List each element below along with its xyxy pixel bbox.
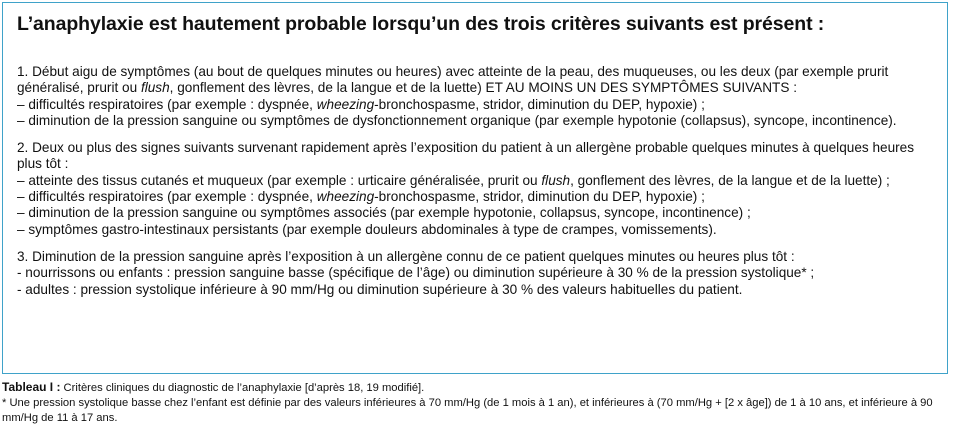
caption-line: [2, 380, 950, 396]
criterion-2-respiratory: – difficultés respiratoires (par exemple : dyspnée, wheezing-bronchospasme, stridor, diminution du DEP, hypoxie) ;: [17, 189, 705, 205]
criterion-3-infants: - nourrissons ou enfants : pression sanguine basse (spécifique de l’âge) ou diminution supérieure à 30 % de la pression systolique* ;: [17, 265, 815, 281]
criterion-3-intro: 3. Diminution de la pression sanguine après l’exposition à un allergène connu de ce patient quelques minutes ou heures plus tôt :: [17, 248, 795, 264]
criterion-2: [17, 140, 935, 238]
criterion-3: [17, 249, 935, 298]
criterion-2-intro: 2. Deux ou plus des signes suivants survenant rapidement après l’exposition du patient à un allergène probable quelques minutes à quelques heures plus tôt :: [17, 140, 915, 172]
caption-footnote: * Une pression systolique basse chez l’enfant est définie par des valeurs inférieures à 70 mm/Hg (de 1 mois à 1 an), et inférieures à (70 mm/Hg + [2 x âge]) de 1 à 10 ans, et inférieure à 90 mm/Hg de 11 à 17 ans.: [2, 397, 933, 424]
criterion-2-skin: – atteinte des tissus cutanés et muqueux (par exemple : urticaire généralisée, prurit ou flush, gonflement des lèvres, de la langue et de la luette) ;: [17, 172, 890, 188]
caption-label: Tableau I :: [2, 380, 61, 394]
criterion-1-respiratory: – difficultés respiratoires (par exemple : dyspnée, wheezing-bronchospasme, stridor, diminution du DEP, hypoxie) ;: [17, 96, 705, 112]
caption-text: Critères cliniques du diagnostic de l’anaphylaxie [d’après 18, 19 modifié].: [60, 382, 425, 394]
criterion-1: [17, 64, 935, 129]
criterion-1-blood-pressure: – diminution de la pression sanguine ou symptômes de dysfonctionnement organique (par exemple hypotonie (collapsus), syncope, incontinence).: [17, 112, 897, 128]
criteria-table-box: [2, 2, 948, 374]
criterion-1-intro: 1. Début aigu de symptômes (au bout de quelques minutes ou heures) avec atteinte de la peau, des muqueuses, ou les deux (par exemple prurit généralisé, prurit ou flush, gonflement des lèvres, de la langue et de la luette) ET AU MOINS UN DES SYMPTÔMES SUIVANTS :: [17, 64, 889, 96]
table-caption: [2, 380, 950, 426]
criterion-2-gastro: – symptômes gastro-intestinaux persistants (par exemple douleurs abdominales à type de crampes, vomissements).: [17, 221, 717, 237]
table-title: L’anaphylaxie est hautement probable lorsqu’un des trois critères suivants est présent :: [17, 13, 825, 35]
criterion-3-adults: - adultes : pression systolique inférieure à 90 mm/Hg ou diminution supérieure à 30 % des valeurs habituelles du patient.: [17, 281, 743, 297]
criterion-2-blood-pressure: – diminution de la pression sanguine ou symptômes associés (par exemple hypotonie, collapsus, syncope, incontinence) ;: [17, 205, 751, 221]
